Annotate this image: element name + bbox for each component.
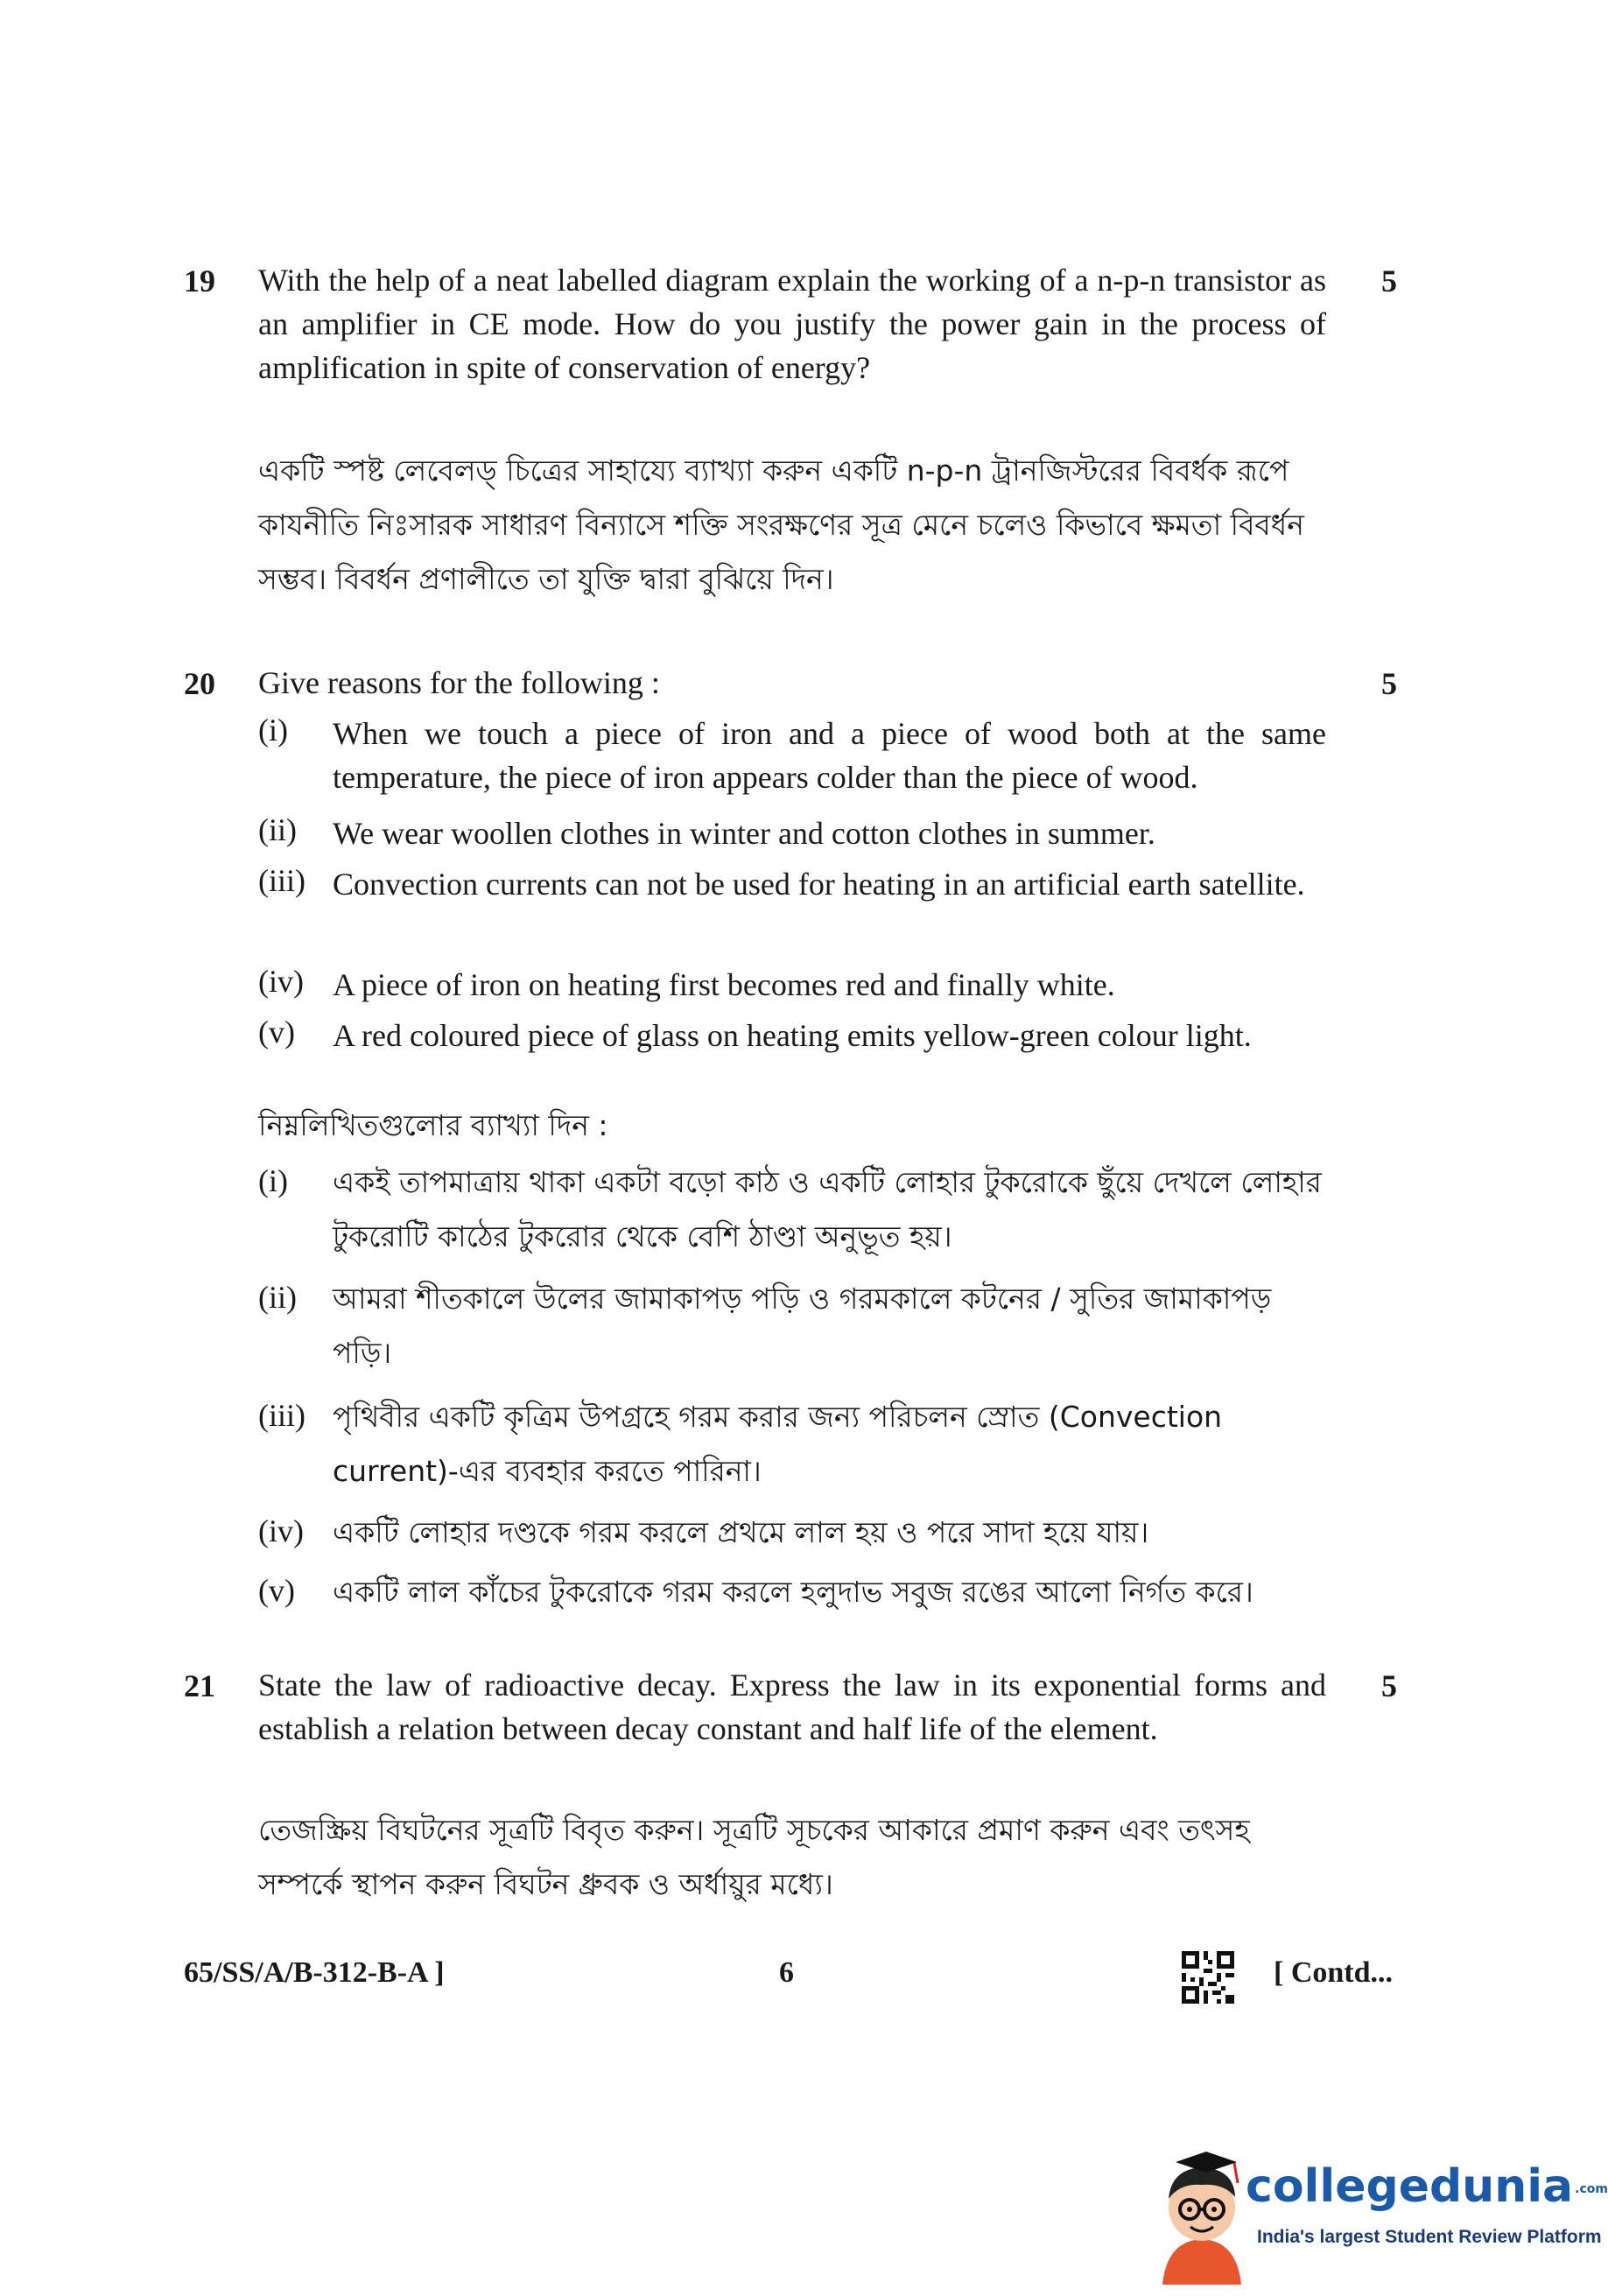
item-number: (i)	[258, 713, 288, 748]
item-number: (v)	[258, 1573, 295, 1608]
continued-marker: [ Contd...	[1274, 1956, 1394, 1989]
item-number: (ii)	[258, 812, 297, 847]
logo-suffix: .com	[1575, 2182, 1608, 2196]
question-heading-english: Give reasons for the following :	[258, 665, 660, 700]
paper-code: 65/SS/A/B-312-B-A ]	[184, 1956, 445, 1989]
question-number: 20	[184, 666, 215, 701]
item-text: পৃথিবীর একটি কৃত্রিম উপগ্রহে গরম করার জন্য পরিচলন স্রোত (Convection current)-এর ব্যবহার করতে পারিনা।	[333, 1400, 1223, 1488]
item-text: একটি লাল কাঁচের টুকরোকে গরম করলে হলুদাভ সবুজ রঙের আলো নির্গত করে।	[333, 1575, 1253, 1609]
item-number: (v)	[258, 1015, 295, 1050]
item-text: একটি লোহার দণ্ডকে গরম করলে প্রথমে লাল হয় ও পরে সাদা হয়ে যায়।	[333, 1515, 1149, 1549]
item-number: (i)	[258, 1163, 288, 1198]
page-number: 6	[779, 1956, 794, 1989]
collegedunia-logo	[1154, 2145, 1608, 2285]
qr-code-icon	[1182, 1951, 1234, 2004]
logo-wordmark	[1246, 2160, 1608, 2213]
item-text: A piece of iron on heating first becomes red and finally white.	[333, 967, 1115, 1002]
item-text: When we touch a piece of iron and a piece of wood both at the same temperature, the piece of iron appears colder than the piece of wood.	[333, 716, 1326, 795]
question-marks: 5	[1381, 263, 1397, 298]
question-text-english: State the law of radioactive decay. Express the law in its exponential forms and establish a relation between decay constant and half life of the element.	[258, 1668, 1326, 1746]
item-text: আমরা শীতকালে উলের জামাকাপড় পড়ি ও গরমকালে কটনের / সুতির জামাকাপড় পড়ি।	[333, 1281, 1272, 1370]
question-text-english: With the help of a neat labelled diagram explain the working of a n-p-n transistor as an amplifier in CE mode. How do you justify the power gain in the process of amplification in spite of conservation of energy?	[258, 263, 1326, 385]
item-text: Convection currents can not be used for heating in an artificial earth satellite.	[333, 867, 1305, 902]
item-number: (ii)	[258, 1280, 297, 1315]
question-text-bengali: একটি স্পষ্ট লেবেলড্ চিত্রের সাহায্যে ব্যাখ্যা করুন একটি n-p-n ট্রানজিস্টরের বিবর্ধক রূপে কাযনীতি নিঃসারক সাধারণ বিন্যাসে শক্তি সংরক্ষণের সূত্র মেনে চলেও কিভাবে ক্ষমতা বিবর্ধন সম্ভব। বিবর্ধন প্রণালীতে তা যুক্তি দ্বারা বুঝিয়ে দিন।	[258, 453, 1304, 596]
question-marks: 5	[1381, 666, 1397, 701]
item-number: (iii)	[258, 863, 305, 898]
question-marks: 5	[1381, 1668, 1397, 1703]
item-number: (iii)	[258, 1398, 305, 1433]
logo-name: collegedunia	[1246, 2160, 1574, 2213]
question-text-bengali: তেজস্ক্রিয় বিঘটনের সূত্রটি বিবৃত করুন। সূত্রটি সূচকের আকারে প্রমাণ করুন এবং তৎসহ সম্পর্কে স্থাপন করুন বিঘটন ধ্রুবক ও অর্ধায়ুর মধ্যে।	[258, 1813, 1250, 1901]
item-number: (iv)	[258, 964, 304, 999]
logo-tagline: India's largest Student Review Platform	[1257, 2227, 1602, 2247]
question-number: 21	[184, 1668, 215, 1703]
item-number: (iv)	[258, 1513, 304, 1548]
student-mascot-icon	[1154, 2145, 1250, 2285]
item-text: We wear woollen clothes in winter and cotton clothes in summer.	[333, 816, 1155, 851]
question-heading-bengali: নিম্নলিখিতগুলোর ব্যাখ্যা দিন :	[258, 1108, 608, 1142]
item-text: A red coloured piece of glass on heating emits yellow-green colour light.	[333, 1018, 1252, 1053]
item-text: একই তাপমাত্রায় থাকা একটা বড়ো কাঠ ও একটি লোহার টুকরোকে ছুঁয়ে দেখলে লোহার টুকরোটি কাঠের টুকরোর থেকে বেশি ঠাণ্ডা অনুভূত হয়।	[333, 1165, 1322, 1253]
question-number: 19	[184, 263, 215, 298]
